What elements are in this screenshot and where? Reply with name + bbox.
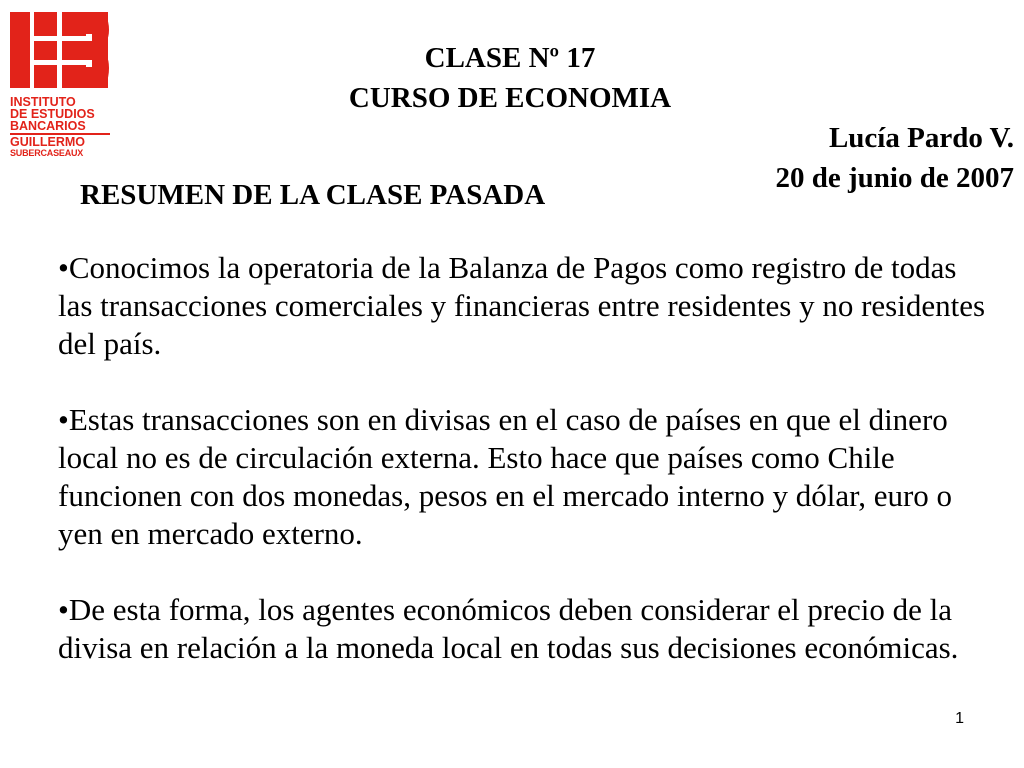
author-block [776,118,1014,198]
logo-line-1: INSTITUTO [10,95,76,109]
slide-title [300,38,720,118]
logo-line-5: SUBERCASEAUX [10,148,84,158]
bullet-item: •De esta forma, los agentes económicos deben considerar el precio de la divisa en relación a la moneda local en todas sus decisiones económicas. [58,592,959,665]
ieb-logo-mark-icon [10,10,110,90]
section-heading: RESUMEN DE LA CLASE PASADA [80,179,546,211]
presentation-date: 20 de junio de 2007 [775,162,1014,194]
author-name: Lucía Pardo V. [828,122,1014,154]
page-number: 1 [955,710,964,727]
bullet-item: •Estas transacciones son en divisas en el caso de países en que el dinero local no es de circulación externa. Esto hace que países como Chile funcionen con dos monedas, pesos en el mercado interno y dólar, euro o yen en mercado externo. [58,402,953,551]
title-line-course: CURSO DE ECONOMIA [348,82,672,114]
title-line-class-number: CLASE Nº 17 [424,42,596,74]
bullet-list [58,249,988,667]
logo-line-3: BANCARIOS [10,119,86,133]
logo-line-4: GUILLERMO [10,135,85,149]
logo-wordmark [10,96,114,159]
bullet-item: •Conocimos la operatoria de la Balanza de Pagos como registro de todas las transacciones comerciales y financieras entre residentes y no residentes del país. [58,250,986,361]
logo-line-2: DE ESTUDIOS [10,107,95,121]
institution-logo [10,10,110,160]
